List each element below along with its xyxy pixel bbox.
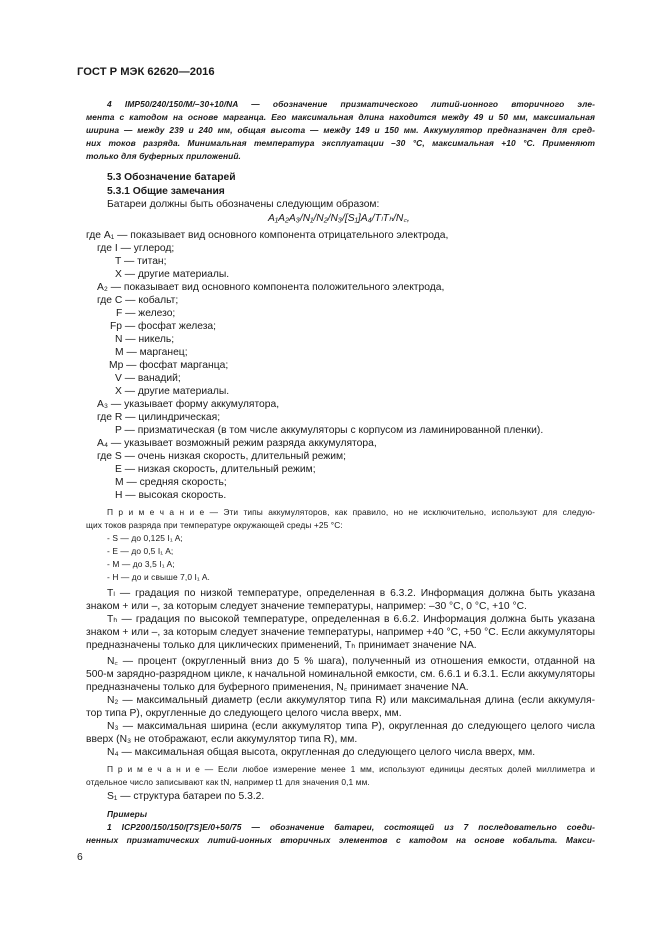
n3-line-1: N₃ — максимальная ширина (если аккумулятор типа P), округленная до следующего целого числа bbox=[107, 721, 595, 732]
note-1-item-m: - M — до 3,5 I₁ A; bbox=[107, 559, 175, 569]
nc-line-1: N꜀ — процент (округленный вниз до 5 % шага), полученный из отношения емкости, отданной на bbox=[107, 656, 595, 667]
page-number: 6 bbox=[77, 852, 83, 863]
definition-cylindrical: где R — цилиндрическая; bbox=[97, 412, 221, 423]
note-2-line-1: П р и м е ч а н и е — Если любое измерение менее 1 мм, используют единицы десятых долей миллиметра и bbox=[107, 764, 595, 774]
section-heading: 5.3 Обозначение батарей bbox=[107, 172, 236, 183]
nc-line-2: 500-м зарядно-разрядном цикле, к начальной номинальной емкости, см. 6.6.1 и 6.3.1. Если аккумуляторы bbox=[86, 669, 595, 680]
definition-manganese: M — марганец; bbox=[115, 347, 188, 358]
tl-line-1: Tₗ — градация по низкой температуре, определенная в 6.3.2. Информация должна быть указана bbox=[107, 588, 595, 599]
note-1-item-h: - H — до и свыше 7,0 I₁ A. bbox=[107, 572, 210, 582]
definition-iron-phosphate: Fp — фосфат железа; bbox=[110, 321, 217, 332]
note-1-item-s: - S — до 0,125 I₁ A; bbox=[107, 533, 183, 543]
tl-line-2: знаком + или –, за которым следует значение температуры, например: –30 °C, 0 °C, +10 °C. bbox=[86, 601, 527, 612]
example-4-line-4: них токов разряда. Минимальная температура эксплуатации –30 °C, максимальная +10 °C. Применяют bbox=[86, 138, 595, 148]
note-1-item-e: - E — до 0,5 I₁ A; bbox=[107, 546, 174, 556]
definition-a1: где A₁ — показывает вид основного компонента отрицательного электрода, bbox=[86, 230, 449, 241]
definition-carbon: где I — углерод; bbox=[97, 243, 175, 254]
subsection-heading: 5.3.1 Общие замечания bbox=[107, 186, 225, 197]
n4-line: N₄ — максимальная общая высота, округленная до следующего целого числа вверх, мм. bbox=[107, 747, 536, 758]
note-1-line-2: щих токов разряда при температуре окружающей среды +25 °C: bbox=[86, 520, 343, 530]
example-4-line-2: мента с катодом на основе марганца. Его максимальная длина находится между 49 и 50 мм, максимальная bbox=[86, 112, 595, 122]
definition-other-pos: X — другие материалы. bbox=[115, 386, 230, 397]
n2-line-1: N₂ — максимальный диаметр (если аккумулятор типа R) или максимальная длина (если аккумуля- bbox=[107, 695, 595, 706]
n2-line-2: тор типа P), округленные до следующего целого числа вверх, мм. bbox=[86, 708, 402, 719]
definition-cobalt: где C — кобальт; bbox=[97, 295, 179, 306]
th-line-1: Tₕ — градация по высокой температуре, определенная в 6.6.2. Информация должна быть указана bbox=[107, 614, 595, 625]
note-1-line-1: П р и м е ч а н и е — Эти типы аккумуляторов, как правило, но не исключительно, используют для следую- bbox=[107, 507, 595, 517]
note-2-line-2: отдельное число записывают как tN, например t1 для значения 0,1 мм. bbox=[86, 777, 370, 787]
doc-number: ГОСТ Р МЭК 62620—2016 bbox=[77, 66, 215, 78]
example-1-line-2: ненных призматических литий-ионных вторичных элементов с катодом на основе кобальта. Макси- bbox=[86, 835, 595, 845]
definition-other-neg: X — другие материалы. bbox=[115, 269, 230, 280]
n3-line-2: вверх (N₃ не отображают, если аккумулятор типа R), мм. bbox=[86, 734, 358, 745]
definition-low-rate: E — низкая скорость, длительный режим; bbox=[115, 464, 316, 475]
definition-a3: A₃ — указывает форму аккумулятора, bbox=[97, 399, 280, 410]
definition-iron: F — железо; bbox=[116, 308, 176, 319]
example-4-line-3: ширина — между 239 и 240 мм, общая высота — между 149 и 150 мм. Аккумулятор предназначен для сред- bbox=[86, 125, 595, 135]
nc-line-3: предназначены только для буферного применения, N꜀ принимает значение NA. bbox=[86, 682, 469, 693]
th-line-3: предназначены только для циклических применений, Tₕ принимает значение NA. bbox=[86, 640, 477, 651]
definition-nickel: N — никель; bbox=[115, 334, 175, 345]
examples-heading: Примеры bbox=[107, 809, 148, 819]
definition-a4: A₄ — указывает возможный режим разряда аккумулятора, bbox=[97, 438, 377, 449]
example-1-line-1: 1 ICP200/150/150/[7S]E/0+50/75 — обозначение батареи, состоящей из 7 последовательно соеди- bbox=[107, 822, 595, 832]
definition-titanium: T — титан; bbox=[115, 256, 167, 267]
intro-text: Батареи должны быть обозначены следующим образом: bbox=[107, 199, 380, 210]
definition-vanadium: V — ванадий; bbox=[115, 373, 181, 384]
definition-medium-rate: M — средняя скорость; bbox=[115, 477, 227, 488]
definition-a2: A₂ — показывает вид основного компонента положительного электрода, bbox=[97, 282, 445, 293]
definition-manganese-phosphate: Mp — фосфат марганца; bbox=[109, 360, 229, 371]
example-4-line-5: только для буферных приложений. bbox=[86, 151, 241, 161]
designation-formula: A₁A₂A₃/N₁/N₂/N₃/[S₁]A₄/TₗTₕ/N꜀, bbox=[268, 213, 410, 224]
definition-very-low-rate: где S — очень низкая скорость, длительный режим; bbox=[97, 451, 346, 462]
definition-high-rate: H — высокая скорость. bbox=[115, 490, 227, 501]
s1-definition: S₁ — структура батареи по 5.3.2. bbox=[107, 791, 265, 802]
example-4-line-1: 4 IMP50/240/150/M/–30+10/NA — обозначение призматического литий-ионного вторичного эле- bbox=[107, 99, 595, 109]
definition-prismatic: P — призматическая (в том числе аккумуляторы с корпусом из ламинированной пленки). bbox=[115, 425, 544, 436]
th-line-2: знаком + или –, за которым следует значение температуры, например +40 °C, +50 °C. Если аккумуляторы bbox=[86, 627, 595, 638]
